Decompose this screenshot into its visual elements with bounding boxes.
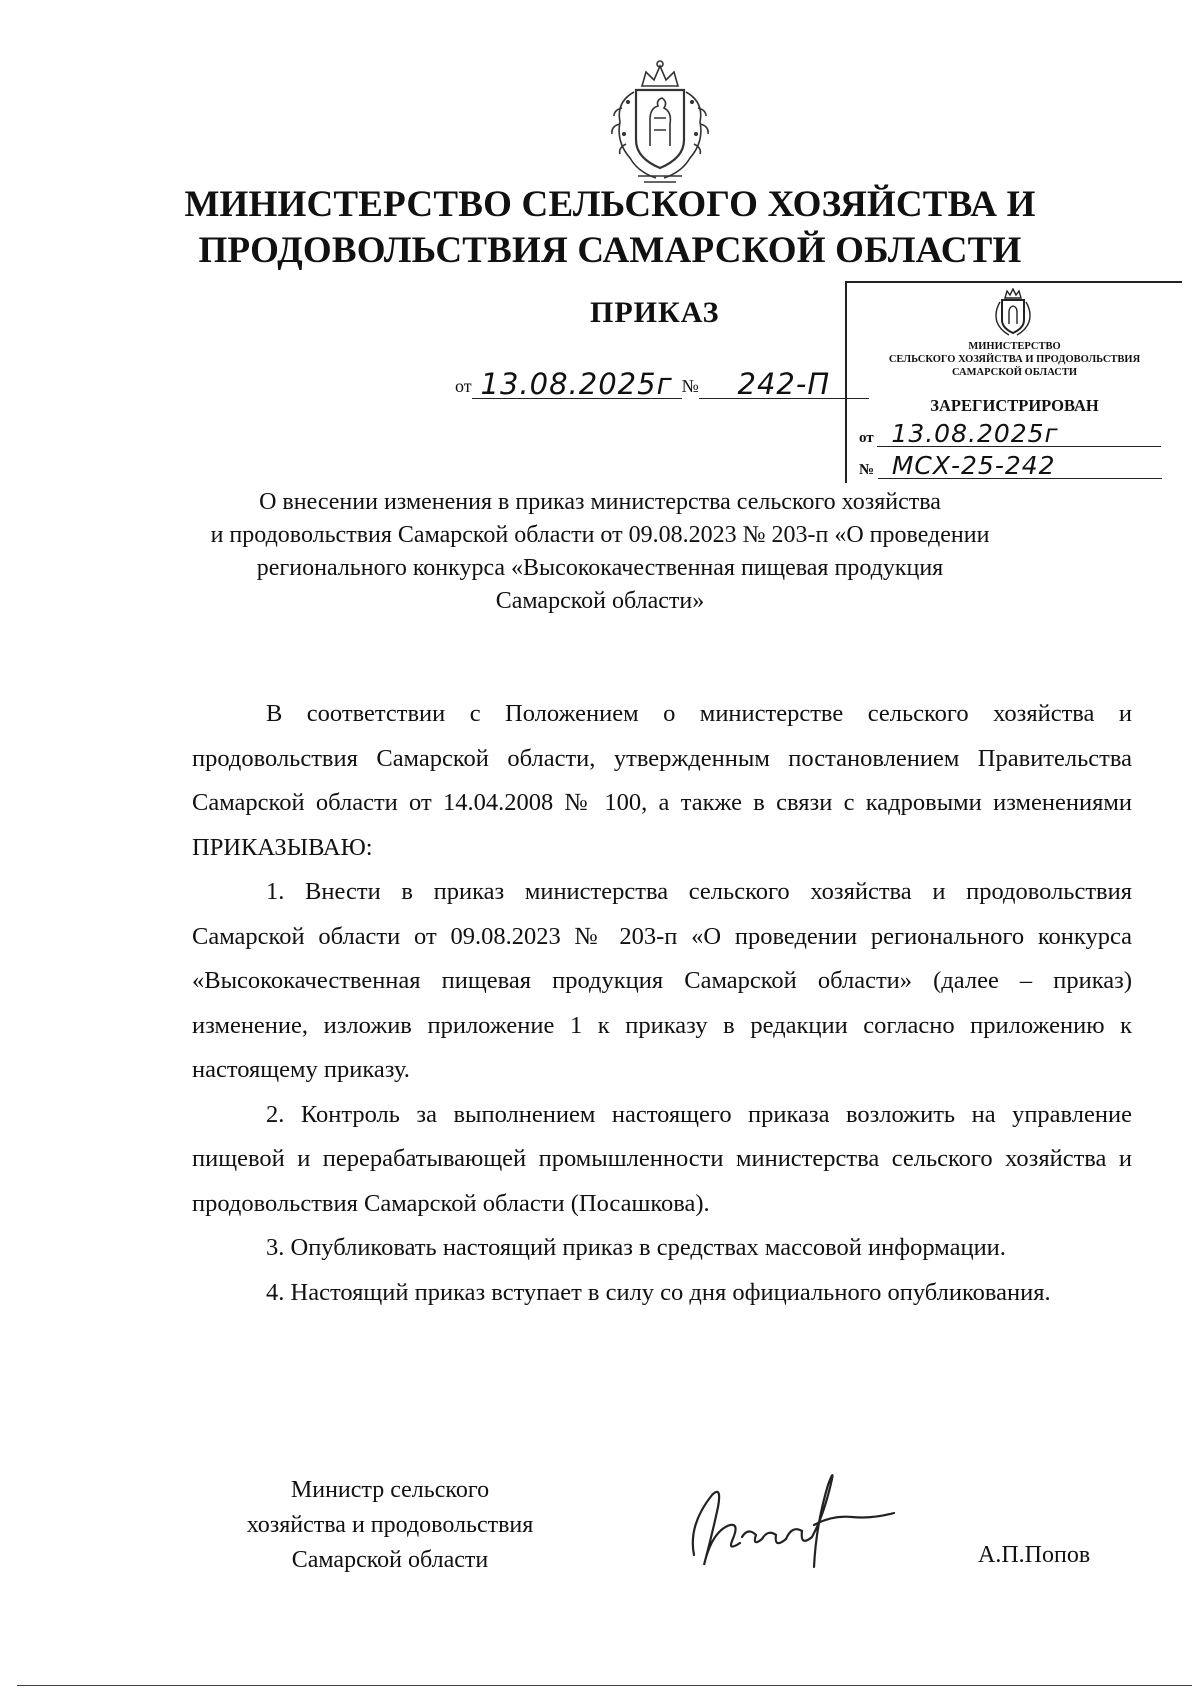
order-date-number-line — [455, 367, 869, 401]
order-number-handwritten: 242-П — [699, 370, 869, 399]
subject-line3: регионального конкурса «Высококачественная пищевая продукция — [256, 555, 944, 581]
position-line1: Министр сельского — [290, 1477, 490, 1503]
stamp-line3: САМАРСКОЙ ОБЛАСТИ — [951, 367, 1078, 378]
stamp-registered: ЗАРЕГИСТРИРОВАН — [930, 396, 1099, 415]
subject-line1: О внесении изменения в приказ министерства сельского хозяйства — [259, 489, 941, 515]
subject-line2: и продовольствия Самарской области от 09.08.2023 № 203-п «О проведении — [210, 522, 990, 548]
page-bottom-rule — [17, 1685, 1192, 1686]
stamp-date-row — [859, 421, 1161, 447]
registration-stamp — [845, 281, 1182, 483]
coat-of-arms-icon — [598, 58, 722, 186]
body-preamble: В соответствии с Положением о министерстве сельского хозяйства и продовольствия Самарской области, утвержденным постановлением Правительства Самарской области от 14.04.2008 № 100, а также в связи с кадровыми изменениями ПРИКАЗЫВАЮ: — [192, 700, 1132, 861]
signatory-name: А.П.Попов — [978, 1542, 1091, 1568]
signature-icon — [682, 1455, 900, 1585]
body-item-2: 2. Контроль за выполнением настоящего приказа возложить на управление пищевой и перерабатывающей промышленности министерства сельского хозяйства и продовольствия Самарской области (Посашкова). — [192, 1100, 1132, 1217]
stamp-emblem-icon — [991, 288, 1035, 338]
position-line2: хозяйства и продовольствия — [246, 1512, 534, 1538]
body-item-3: 3. Опубликовать настоящий приказ в средствах массовой информации. — [266, 1234, 1006, 1261]
stamp-date-prefix: от — [859, 430, 874, 446]
position-line3: Самарской области — [291, 1547, 489, 1573]
date-prefix: от — [455, 376, 472, 396]
ministry-title-line1: МИНИСТЕРСТВО СЕЛЬСКОГО ХОЗЯЙСТВА И — [184, 184, 1036, 225]
subject-line4: Самарской области» — [495, 588, 705, 614]
stamp-date-handwritten: 13.08.2025г — [877, 421, 1161, 447]
stamp-line2: СЕЛЬСКОГО ХОЗЯЙСТВА И ПРОДОВОЛЬСТВИЯ — [888, 354, 1141, 365]
stamp-number-prefix: № — [859, 462, 875, 478]
stamp-line1: МИНИСТЕРСТВО — [968, 341, 1061, 352]
signatory-position — [200, 1473, 580, 1578]
body-item-4: 4. Настоящий приказ вступает в силу со дня официального опубликования. — [266, 1278, 1051, 1306]
number-prefix: № — [681, 376, 699, 396]
order-body — [192, 692, 1132, 1315]
ministry-title — [180, 182, 1040, 274]
stamp-number-handwritten: МСХ-25-242 — [878, 453, 1162, 479]
stamp-number-row — [859, 453, 1162, 479]
body-item-1: 1. Внести в приказ министерства сельского хозяйства и продовольствия Самарской области от 09.08.2023 № 203-п «О проведении регионального конкурса «Высококачественная пищевая продукция Самарской области» (далее – приказ) изменение, изложив приложение 1 к приказу в редакции согласно приложению к настоящему приказу. — [192, 878, 1132, 1083]
ministry-title-line2: ПРОДОВОЛЬСТВИЯ САМАРСКОЙ ОБЛАСТИ — [198, 230, 1022, 271]
doc-type-title: ПРИКАЗ — [590, 296, 720, 329]
order-subject — [160, 486, 1040, 618]
order-date-handwritten: 13.08.2025г — [472, 370, 682, 399]
